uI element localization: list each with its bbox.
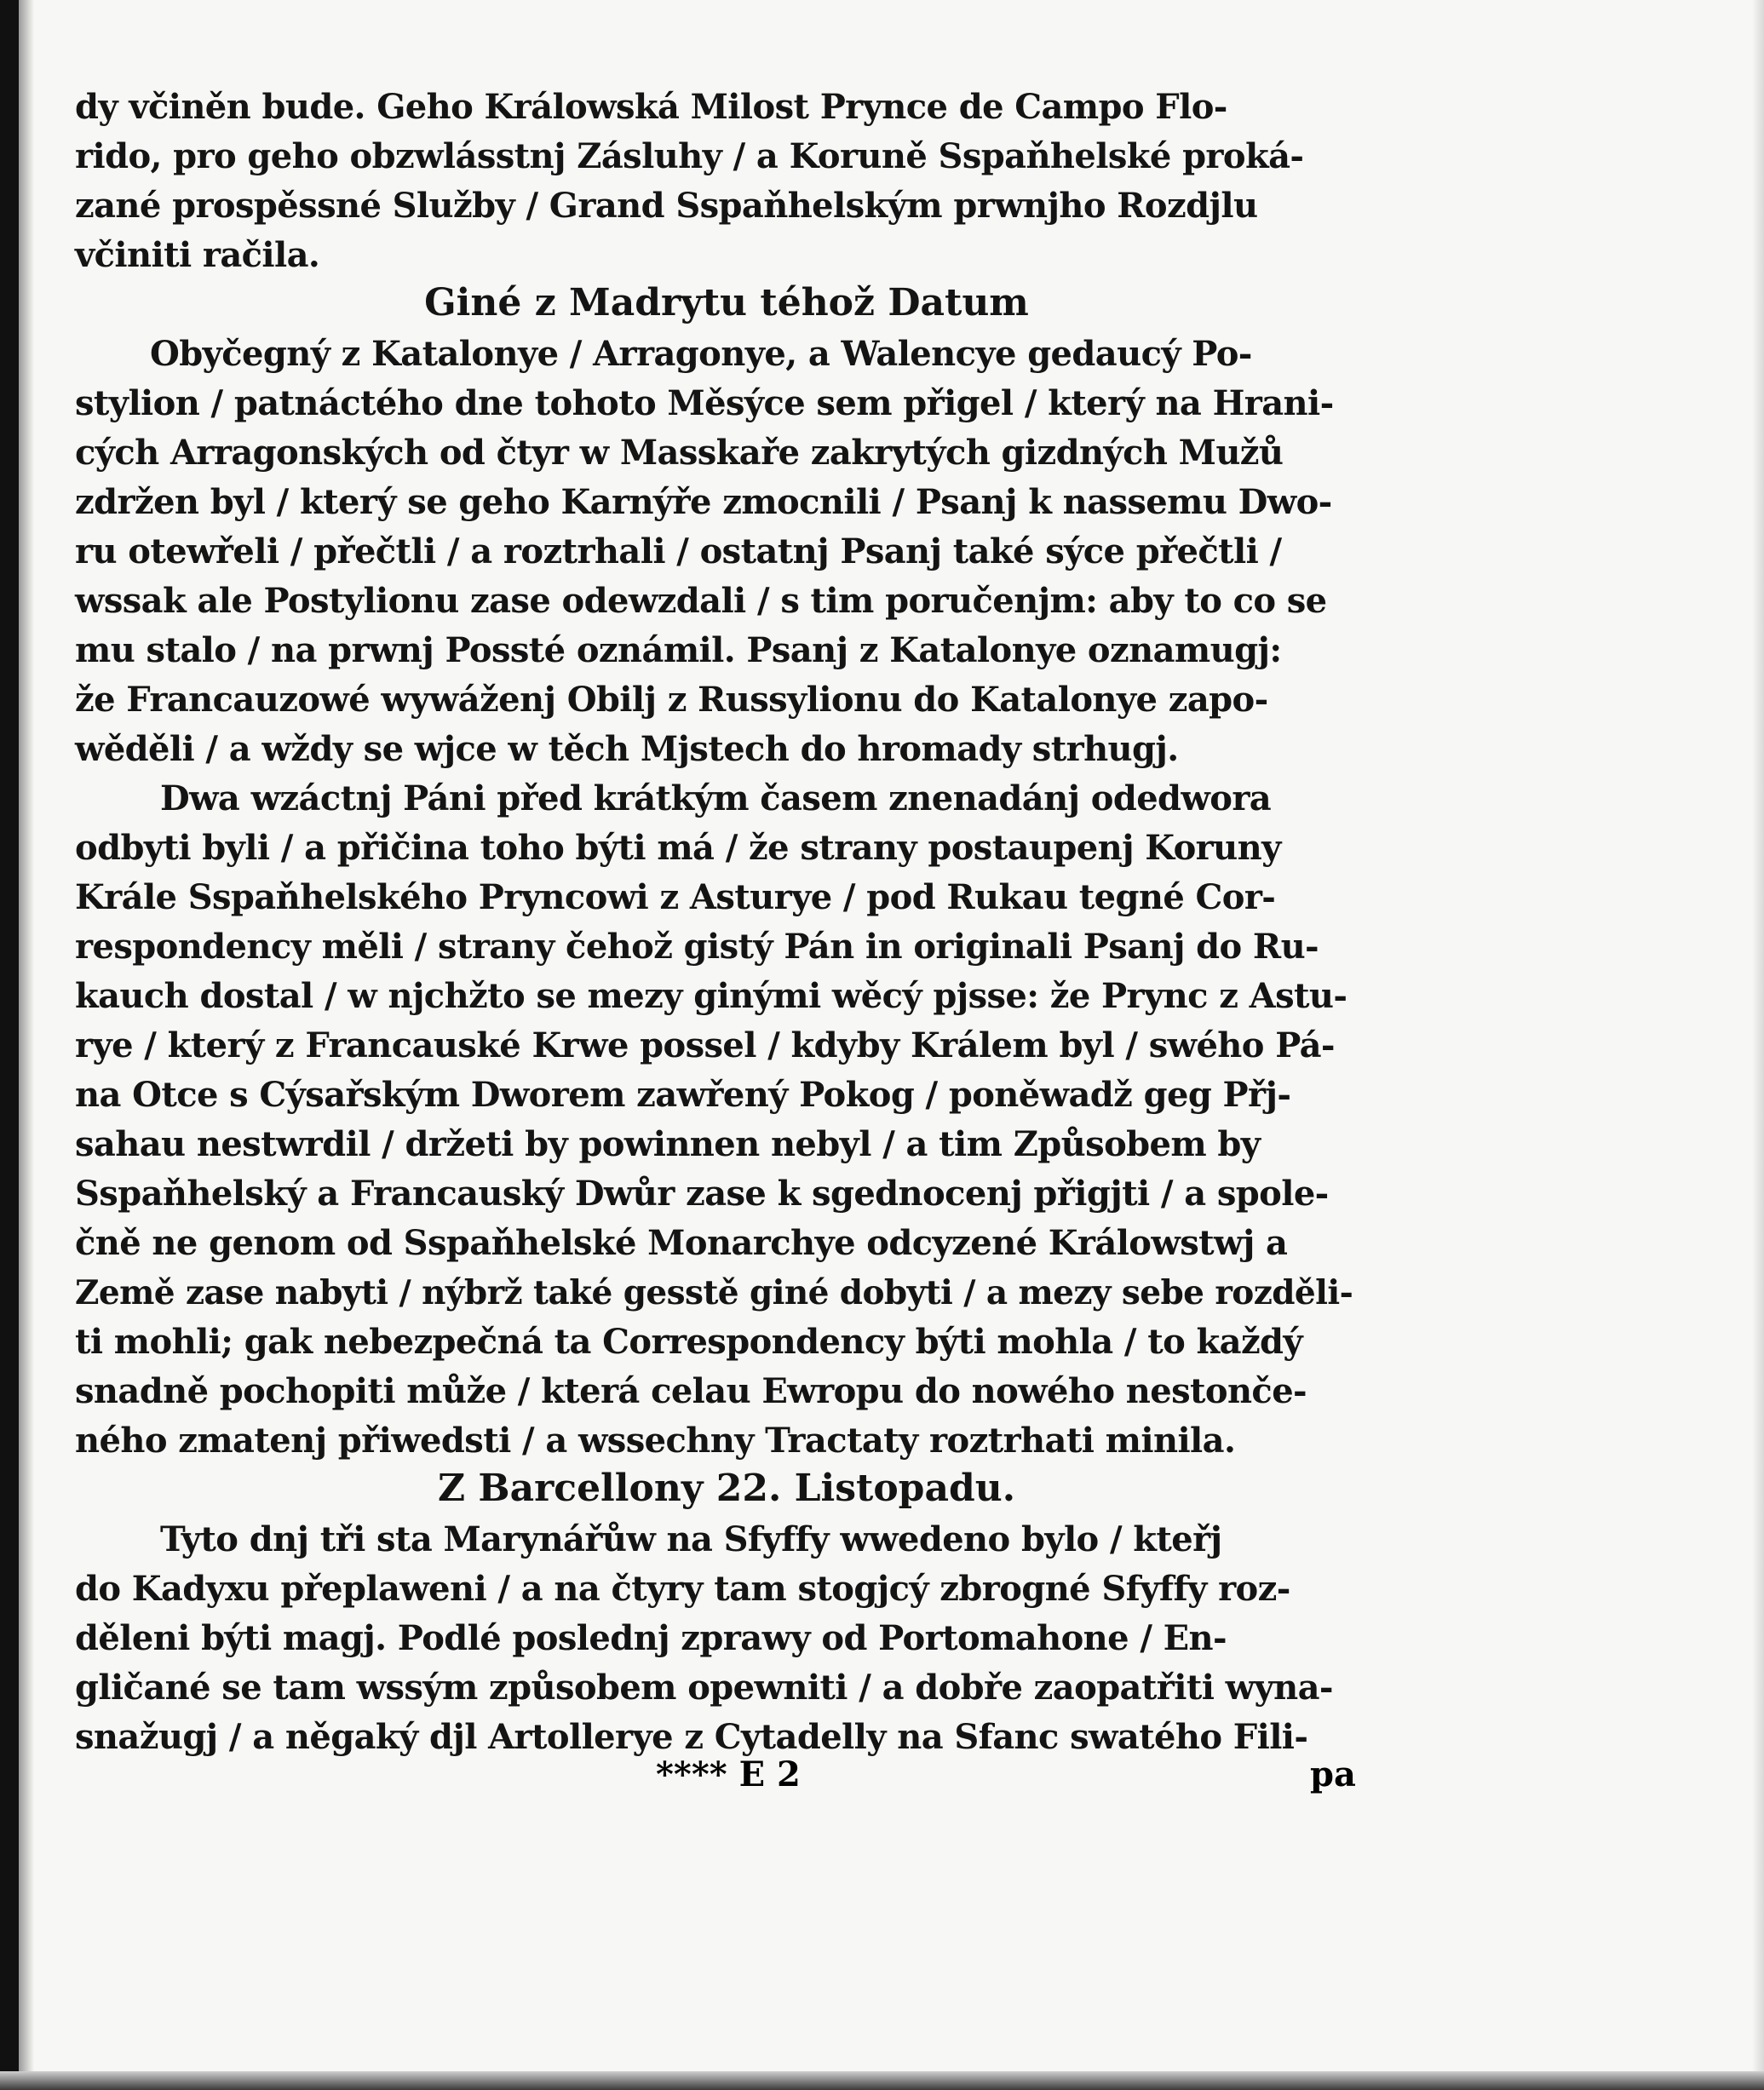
text-line: ru otewřeli / přečtli / a roztrhali / ostatnj Psanj také sýce přečtli / [75, 531, 1282, 571]
text-line: wssak ale Postylionu zase odewzdali / s tim poručenjm: aby to co se [75, 581, 1327, 621]
text-line: Tyto dnj tři sta Marynářůw na Sfyffy wwedeno bylo / kteřj [160, 1519, 1222, 1559]
text-line: respondency měli / strany čehož gistý Pán in originali Psanj do Ru- [75, 927, 1319, 967]
text-line: na Otce s Cýsařským Dworem zawřený Pokog / poněwadž geg Přj- [75, 1075, 1291, 1115]
text-line: snadně pochopiti může / která celau Ewropu do nowého nestonče- [75, 1371, 1307, 1411]
text-line: cých Arragonských od čtyr w Masskaře zakrytých gizdných Mužů [75, 433, 1284, 473]
text-line: včiniti račila. [75, 235, 320, 275]
text-line: do Kadyxu přeplaweni / a na čtyry tam stogjcý zbrogné Sfyffy roz- [75, 1569, 1290, 1609]
section-heading: Giné z Madrytu téhož Datum [424, 281, 1029, 324]
text-line: kauch dostal / w njchžto se mezy ginými wěcý pjsse: že Prync z Astu- [75, 976, 1347, 1016]
text-line: ného zmatenj přiwedsti / a wssechny Tractaty roztrhati minila. [75, 1421, 1236, 1461]
signature-mark: **** E 2 [656, 1754, 801, 1794]
catchword: pa [1310, 1754, 1356, 1794]
text-line: Krále Sspaňhelského Pryncowi z Asturye / pod Rukau tegné Cor- [75, 877, 1276, 917]
text-line: odbyti byli / a přičina toho býti má / že strany postaupenj Koruny [75, 828, 1281, 868]
text-line: děleni býti magj. Podlé poslednj zprawy od Portomahone / En- [75, 1618, 1227, 1658]
text-line: rido, pro geho obzwlásstnj Zásluhy / a Koruně Sspaňhelské proká- [75, 136, 1304, 176]
text-line: Obyčegný z Katalonye / Arragonye, a Walencye gedaucý Po- [150, 334, 1252, 374]
text-line: ti mohli; gak nebezpečná ta Correspondency býti mohla / to každý [75, 1322, 1303, 1362]
scan-bottom-edge [0, 2071, 1764, 2090]
text-line: Země zase nabyti / nýbrž také gesstě giné dobyti / a mezy sebe rozděli- [75, 1273, 1353, 1312]
text-line: dy včiněn bude. Geho Králowská Milost Prynce de Campo Flo- [75, 87, 1227, 127]
page-edge-shadow [1752, 0, 1764, 2090]
text-line: rye / který z Francauské Krwe possel / kdyby Králem byl / swého Pá- [75, 1025, 1335, 1065]
text-line: stylion / patnáctého dne tohoto Měsýce sem přigel / který na Hrani- [75, 383, 1334, 423]
text-line: sahau nestwrdil / držeti by powinnen nebyl / a tim Způsobem by [75, 1124, 1261, 1164]
text-line: že Francauzowé wywáženj Obilj z Russylionu do Katalonye zapo- [75, 680, 1268, 720]
text-line: mu stalo / na prwnj Possté oznámil. Psanj z Katalonye oznamugj: [75, 630, 1282, 670]
section-heading: Z Barcellony 22. Listopadu. [437, 1467, 1016, 1510]
binding-edge [0, 0, 19, 2090]
text-line: gličané se tam wssým způsobem opewniti / a dobře zaopatřiti wyna- [75, 1668, 1333, 1708]
text-line: wěděli / a wždy se wjce w těch Mjstech do hromady strhugj. [75, 729, 1179, 769]
text-line: snažugj / a něgaký djl Artollerye z Cytadelly na Sfanc swatého Fili- [75, 1717, 1308, 1757]
text-line: zané prospěssné Služby / Grand Sspaňhelským prwnjho Rozdjlu [75, 186, 1258, 226]
text-line: čně ne genom od Sspaňhelské Monarchye odcyzené Králowstwj a [75, 1223, 1288, 1263]
text-line: Dwa wzáctnj Páni před krátkým časem znenadánj odedwora [160, 778, 1272, 818]
text-line: Sspaňhelský a Francauský Dwůr zase k sgednocenj přigjti / a spole- [75, 1174, 1329, 1214]
text-line: zdržen byl / který se geho Karnýře zmocnili / Psanj k nassemu Dwo- [75, 482, 1332, 522]
